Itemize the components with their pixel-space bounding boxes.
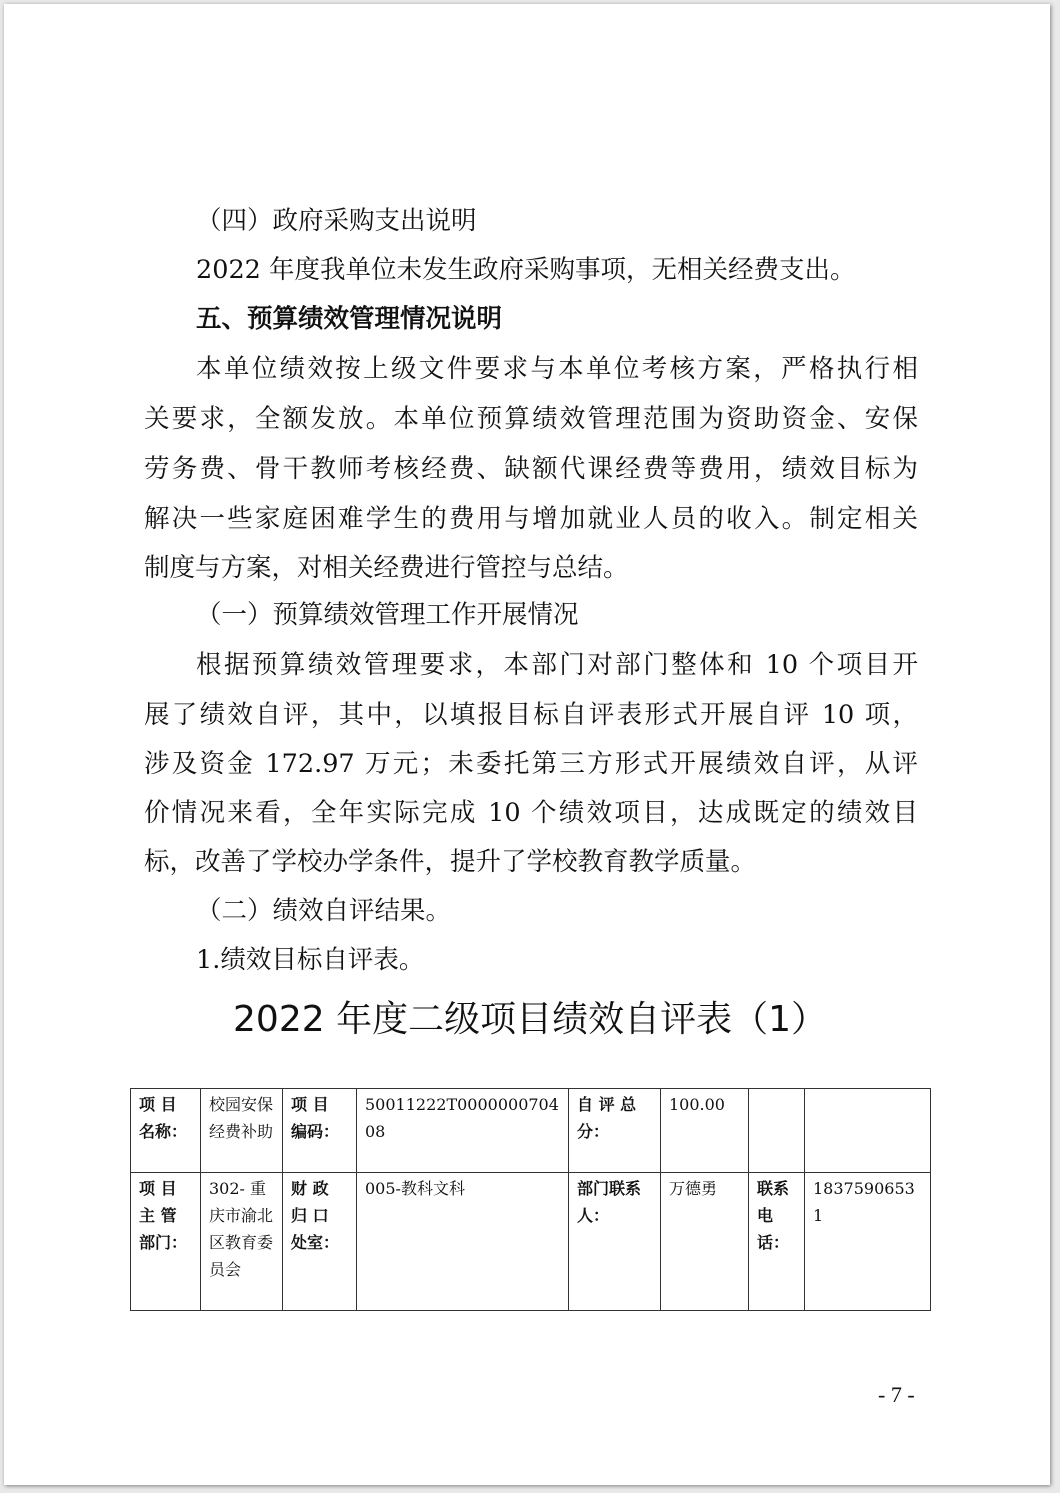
phone-label: 联系电话： <box>749 1173 805 1311</box>
paragraph-line: 涉及资金 172.97 万元；未委托第三方形式开展绩效自评，从评 <box>144 749 918 779</box>
paragraph-line: 根据预算绩效管理要求，本部门对部门整体和 10 个项目开 <box>196 650 918 680</box>
project-code-value: 50011222T000000070408 <box>357 1089 569 1173</box>
heading-government-procurement: （四）政府采购支出说明 <box>196 206 477 236</box>
table-title: 2022 年度二级项目绩效自评表（1） <box>233 999 827 1040</box>
paragraph-line: 关要求，全额发放。本单位预算绩效管理范围为资助资金、安保 <box>144 404 918 434</box>
table-row <box>131 1173 931 1311</box>
heading-subsection-two: （二）绩效自评结果。 <box>196 896 452 926</box>
paragraph-line: 标，改善了学校办学条件，提升了学校教育教学质量。 <box>144 847 757 877</box>
paragraph-self-eval-table: 1.绩效目标自评表。 <box>196 945 425 975</box>
project-name-label: 项 目 名称： <box>131 1089 201 1173</box>
paragraph-line: 解决一些家庭困难学生的费用与增加就业人员的收入。制定相关 <box>144 504 918 534</box>
heading-subsection-one: （一）预算绩效管理工作开展情况 <box>196 600 579 630</box>
paragraph-line: 劳务费、骨干教师考核经费、缺额代课经费等费用，绩效目标为 <box>144 454 918 484</box>
empty-cell <box>805 1089 931 1173</box>
project-code-label: 项 目 编码： <box>283 1089 357 1173</box>
page-number: - 7 - <box>878 1382 915 1407</box>
self-score-label: 自 评 总分： <box>569 1089 661 1173</box>
phone-value: 18375906531 <box>805 1173 931 1311</box>
empty-cell <box>749 1089 805 1173</box>
project-name-value: 校园安保经费补助 <box>201 1089 283 1173</box>
paragraph-line: 展了绩效自评，其中，以填报目标自评表形式开展自评 10 项， <box>144 700 918 730</box>
finance-office-value: 005-教科文科 <box>357 1173 569 1311</box>
paragraph-line: 本单位绩效按上级文件要求与本单位考核方案，严格执行相 <box>196 354 918 384</box>
department-label: 项 目 主 管 部门： <box>131 1173 201 1311</box>
paragraph-line: 价情况来看，全年实际完成 10 个绩效项目，达成既定的绩效目 <box>144 798 918 828</box>
heading-section-five: 五、预算绩效管理情况说明 <box>196 304 503 334</box>
contact-person-label: 部门联系人： <box>569 1173 661 1311</box>
paragraph-line: 制度与方案，对相关经费进行管控与总结。 <box>144 553 629 583</box>
table-row <box>131 1089 931 1173</box>
department-value: 302- 重庆市渝北区教育委员会 <box>201 1173 283 1311</box>
contact-person-value: 万德勇 <box>661 1173 749 1311</box>
self-score-value: 100.00 <box>661 1089 749 1173</box>
finance-office-label: 财 政 归 口 处室： <box>283 1173 357 1311</box>
project-info-table <box>130 1088 931 1311</box>
paragraph-procurement-text: 2022 年度我单位未发生政府采购事项，无相关经费支出。 <box>196 255 856 285</box>
